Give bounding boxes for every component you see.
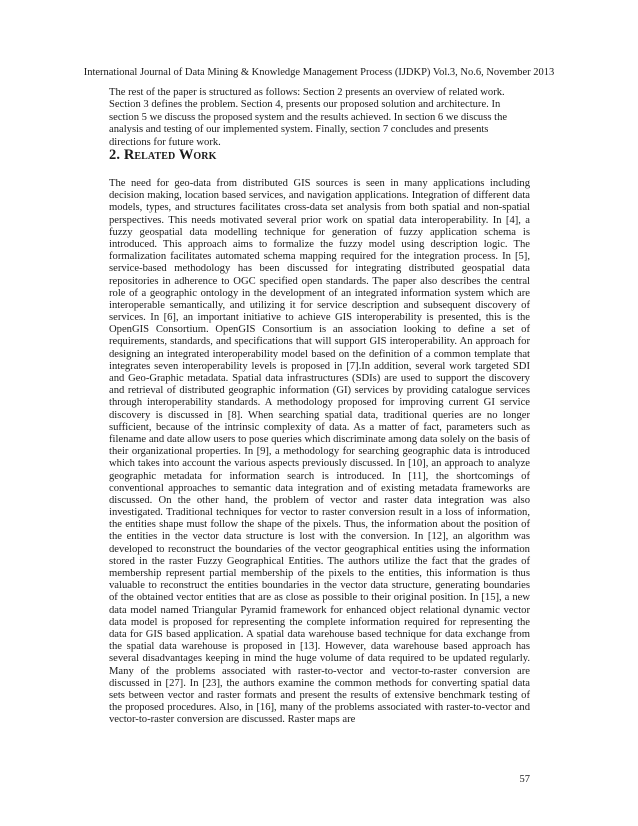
section-number: 2.: [109, 147, 124, 163]
related-work-paragraph: The need for geo-data from distributed GIS sources is seen in many applications including decision making, location based services, and navigation applications. Integration of different data models, types, and structures facilitates cross-data set analysis from both spatial and non-spatial perspectives. This needs motivated several prior work on spatial data interoperability. In [4], a fuzzy geospatial data modelling technique for generation of fuzzy application schema is introduced. This approach aims to formalize the fuzzy model using description logic. The formalization facilitates automated schema mapping required for the integration process. In [5], service-based methodology has been discussed for integrating distributed geospatial data repositories in adherence to OGC specified open standards. The paper also describes the central role of a geographic ontology in the development of an integrated information system which are interoperable semantically, and utilizing it for service description and subsequent discovery of services. In [6], an important initiative to achieve GIS interoperability is presented, this is the OpenGIS Consortium. OpenGIS Consortium is an association looking to define a set of requirements, standards, and specifications that will support GIS interoperability. An approach for designing an integrated interoperability model based on the definition of a common template that integrates seven interoperability levels is proposed in [7].In addition, several work targeted SDI and Geo-Graphic metadata. Spatial data infrastructures (SDIs) are used to support the discovery and retrieval of distributed geographic information (GI) services by providing catalogue services through interoperability standards. A methodology proposed for improving current GI service discovery is discussed in [8]. When searching spatial data, traditional queries are no longer sufficient, because of the intrinsic complexity of data. As a matter of fact, parameters such as filename and date allow users to pose queries which discriminate among data solely on the basis of their organizational properties. In [9], a methodology for searching geographic data is introduced which takes into account the various aspects previously discussed. In [10], an approach to analyze geographic metadata for information search is introduced. In [11], the shortcomings of conventional approaches to semantic data integration and of existing metadata frameworks are discussed. On the other hand, the problem of vector and raster data integration was also investigated. Traditional techniques for vector to raster conversion result in a loss of information, the entities shape must follow the shape of the pixels. Thus, the information about the position of the entities in the vector data structure is lost with the conversion. In [12], an algorithm was developed to reconstruct the boundaries of the vector geographical entities using the information stored in the raster Fuzzy Geographical Entities. The authors utilize the fact that the grades of membership represent partial membership of the pixels to the entities, this information is thus valuable to reconstruct the entities boundaries in the vector data structure, generating boundaries of the obtained vector entities that are as close as possible to their original position. In [15], a new data model named Triangular Pyramid framework for enhanced object relational dynamic vector data model is proposed for representing the complete information required for representing the data for GIS based application. A spatial data warehouse based technique for data exchange from the spatial data warehouse is proposed in [13]. However, data warehouse based approach has several disadvantages keeping in mind the huge volume of data required to be updated regularly. Many of the problems associated with raster-to-vector and vector-to-raster conversion are discussed in [27]. In [23], the authors examine the common methods for converting spatial data sets between vector and raster formats and present the results of extensive benchmark testing of the proposed procedures. Also, in [16], many of the problems associated with raster-to-vector and vector-to-raster conversion are discussed. Raster maps are: [109, 178, 530, 726]
intro-paragraph: The rest of the paper is structured as follows: Section 2 presents an overview of related work. Section 3 defines the problem. Section 4, presents our proposed solution and architecture. In section 5 we discuss the proposed system and the results achieved. In section 6 we discuss the analysis and testing of our implemented system. Finally, section 7 concludes and presents directions for future work.: [109, 87, 508, 148]
page-number: 57: [519, 774, 530, 785]
section-heading: [109, 146, 217, 164]
journal-running-header: International Journal of Data Mining & Knowledge Management Process (IJDKP) Vol.3, No.6, November 2013: [83, 67, 555, 78]
section-title: Related Work: [123, 147, 217, 163]
